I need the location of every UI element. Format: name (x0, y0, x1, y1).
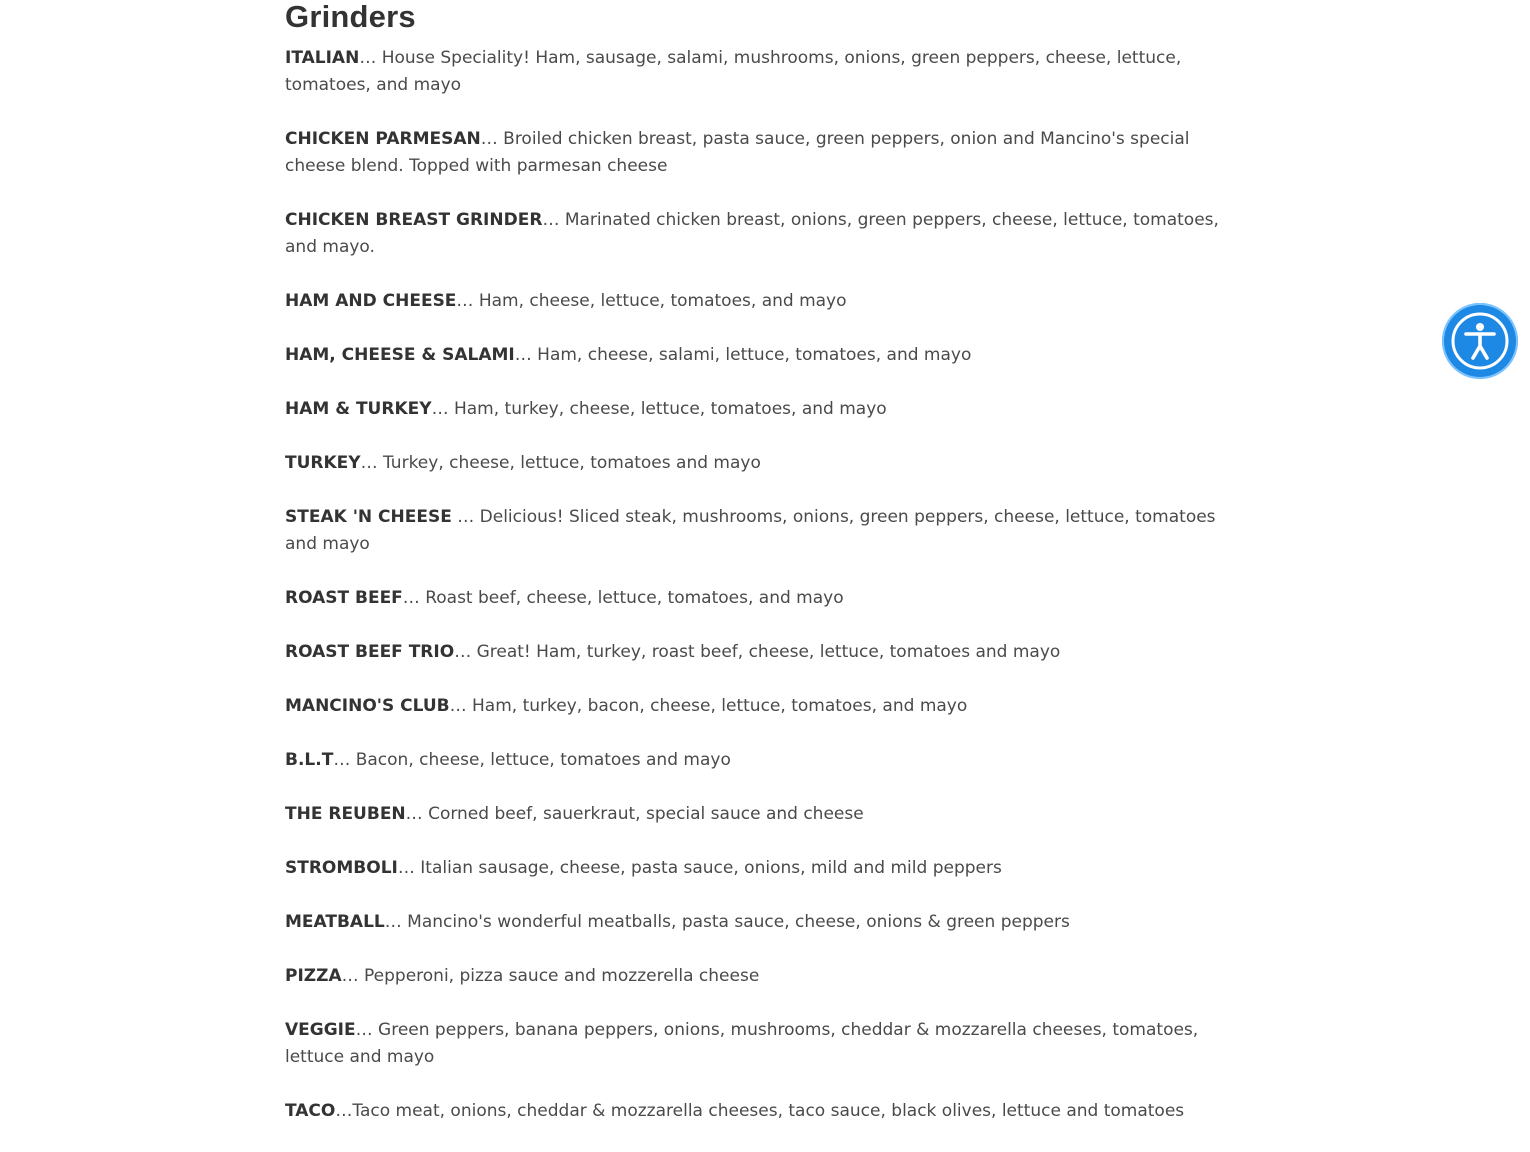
menu-item (285, 963, 1250, 990)
menu-item-name: CHICKEN PARMESAN (285, 129, 481, 149)
menu-item-description: … Ham, cheese, lettuce, tomatoes, and mayo (456, 291, 847, 311)
menu-item-name: TURKEY (285, 453, 361, 473)
menu-item-name: MEATBALL (285, 912, 385, 932)
menu-item-name: STEAK 'N CHEESE (285, 507, 452, 527)
accessibility-icon (1449, 310, 1511, 372)
menu-item-name: STROMBOLI (285, 858, 398, 878)
menu-item (285, 342, 1250, 369)
menu-item-description: … Ham, turkey, cheese, lettuce, tomatoes, and mayo (431, 399, 887, 419)
menu-item (285, 801, 1250, 828)
menu-section (285, 0, 1250, 1152)
menu-item-description: … Pepperoni, pizza sauce and mozzerella cheese (341, 966, 760, 986)
menu-item-name: TACO (285, 1101, 336, 1121)
menu-item-description: … Green peppers, banana peppers, onions, mushrooms, cheddar & mozzarella cheeses, tomatoes, lettuce and mayo (285, 1020, 1199, 1067)
menu-item-name: THE REUBEN (285, 804, 406, 824)
menu-item-name: VEGGIE (285, 1020, 356, 1040)
accessibility-button[interactable] (1442, 303, 1518, 379)
menu-item-description: … Turkey, cheese, lettuce, tomatoes and mayo (360, 453, 761, 473)
menu-item-description: … Ham, turkey, bacon, cheese, lettuce, tomatoes, and mayo (449, 696, 968, 716)
menu-item-description: … Mancino's wonderful meatballs, pasta sauce, cheese, onions & green peppers (384, 912, 1070, 932)
menu-item (285, 396, 1250, 423)
menu-item-name: HAM AND CHEESE (285, 291, 457, 311)
menu-item (285, 450, 1250, 477)
menu-item-description: … Delicious! Sliced steak, mushrooms, onions, green peppers, cheese, lettuce, tomatoes and mayo (285, 507, 1216, 554)
menu-item-name: HAM, CHEESE & SALAMI (285, 345, 515, 365)
menu-item (285, 909, 1250, 936)
menu-item (285, 288, 1250, 315)
menu-item-description: … Great! Ham, turkey, roast beef, cheese, lettuce, tomatoes and mayo (454, 642, 1061, 662)
menu-item-name: ITALIAN (285, 48, 360, 68)
menu-item-name: PIZZA (285, 966, 342, 986)
menu-item (285, 693, 1250, 720)
menu-list (285, 45, 1250, 1125)
menu-item-name: B.L.T (285, 750, 334, 770)
menu-item (285, 855, 1250, 882)
menu-item-description: … Bacon, cheese, lettuce, tomatoes and mayo (333, 750, 731, 770)
menu-item (285, 126, 1250, 180)
menu-item (285, 585, 1250, 612)
menu-item-description: … Italian sausage, cheese, pasta sauce, onions, mild and mild peppers (397, 858, 1002, 878)
menu-item-description: … Broiled chicken breast, pasta sauce, green peppers, onion and Mancino's special cheese blend. Topped with parmesan cheese (285, 129, 1190, 176)
menu-item (285, 45, 1250, 99)
menu-item (285, 504, 1250, 558)
menu-item-name: CHICKEN BREAST GRINDER (285, 210, 543, 230)
menu-item (285, 207, 1250, 261)
menu-item-description: … House Speciality! Ham, sausage, salami, mushrooms, onions, green peppers, cheese, lettuce, tomatoes, and mayo (285, 48, 1182, 95)
menu-item (285, 639, 1250, 666)
menu-item-description: … Marinated chicken breast, onions, green peppers, cheese, lettuce, tomatoes, and mayo. (285, 210, 1219, 257)
menu-item-description: … Roast beef, cheese, lettuce, tomatoes, and mayo (402, 588, 844, 608)
menu-item-name: MANCINO'S CLUB (285, 696, 450, 716)
menu-item (285, 1098, 1250, 1125)
menu-item-name: ROAST BEEF TRIO (285, 642, 455, 662)
menu-item-description: … Corned beef, sauerkraut, special sauce and cheese (405, 804, 864, 824)
menu-item (285, 1017, 1250, 1071)
page-title: Grinders (285, 0, 416, 34)
menu-item-description: …Taco meat, onions, cheddar & mozzarella cheeses, taco sauce, black olives, lettuce and tomatoes (335, 1101, 1185, 1121)
menu-item-name: ROAST BEEF (285, 588, 403, 608)
menu-item (285, 747, 1250, 774)
menu-item-description: … Ham, cheese, salami, lettuce, tomatoes, and mayo (514, 345, 972, 365)
menu-item-name: HAM & TURKEY (285, 399, 432, 419)
